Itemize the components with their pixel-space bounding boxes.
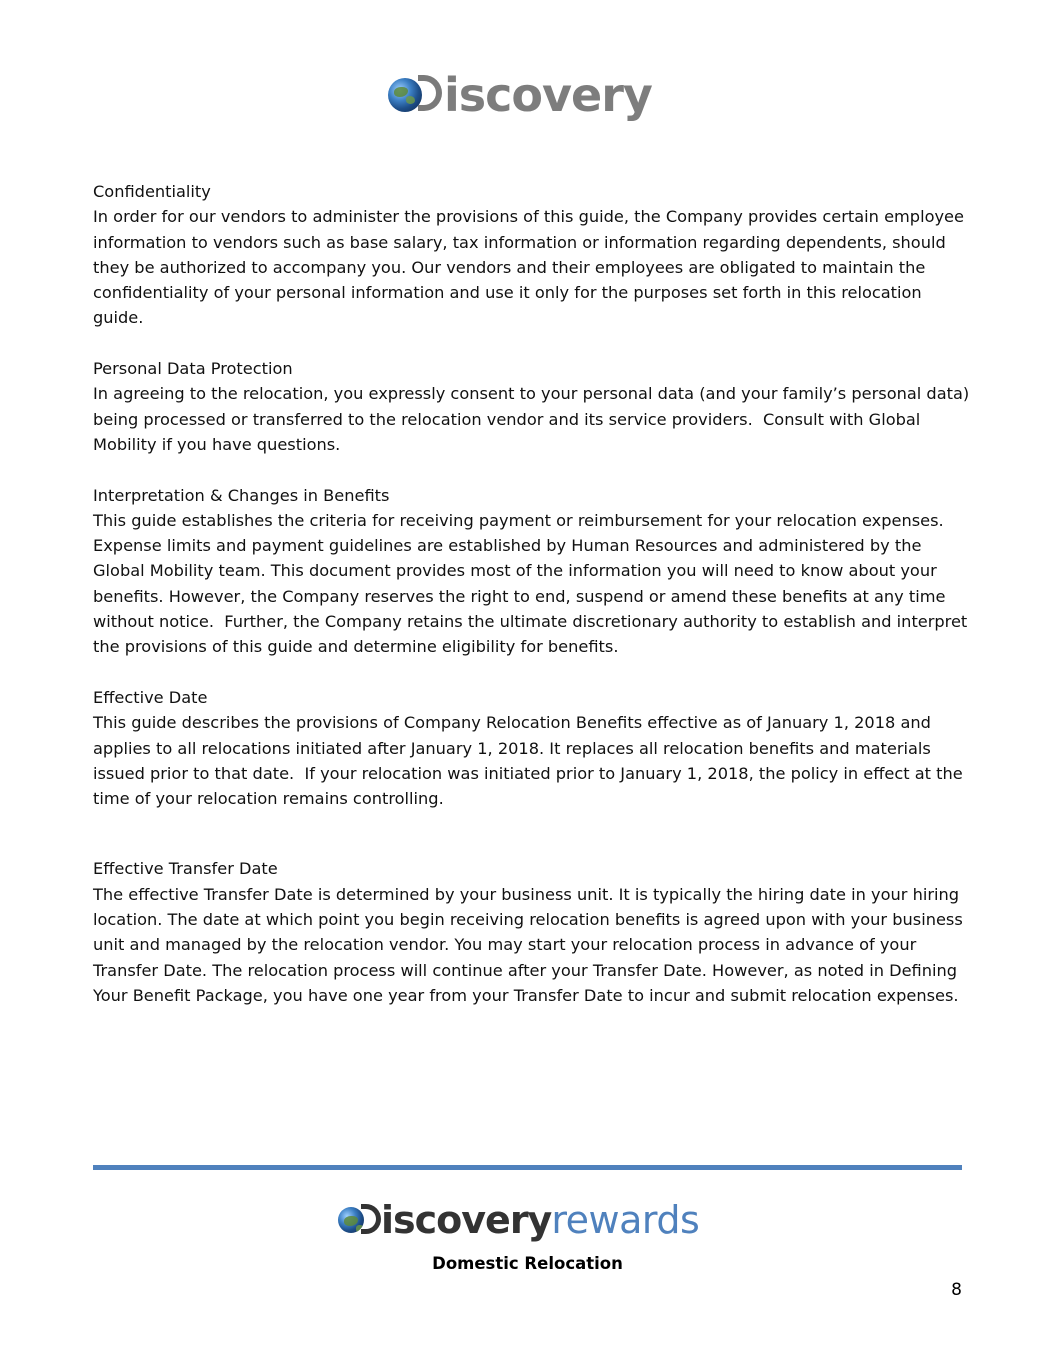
section-heading: Personal Data Protection [93, 359, 293, 379]
discovery-logo [388, 62, 678, 128]
logo-wordmark: iscovery [444, 68, 652, 122]
section-body: The effective Transfer Date is determined by your business unit. It is typically the hiring date in your hiring location. The date at which point you begin receiving relocation benefits is agreed upon with your business unit and managed by the relocation vendor. You may start your relocation process in advance of your Transfer Date. The relocation process will continue after your Transfer Date. However, as noted in Defining Your Benefit Package, you have one year from your Transfer Date to incur and submit relocation expenses. [93, 884, 968, 1005]
footer-divider [93, 1165, 962, 1170]
logo-wordmark: iscovery [381, 1198, 552, 1242]
section-body: This guide describes the provisions of Company Relocation Benefits effective as of January 1, 2018 and applies to all relocations initiated after January 1, 2018. It replaces all relocation benefits and materials issued prior to that date. If your relocation was initiated prior to January 1, 2018, the policy in effect at the time of your relocation remains controlling. [93, 713, 968, 809]
logo-d-mark [416, 75, 446, 115]
section-heading: Effective Date [93, 687, 208, 707]
section-confidentiality [93, 179, 973, 331]
section-personal-data-protection [93, 356, 973, 457]
section-body: In order for our vendors to administer the provisions of this guide, the Company provides certain employee information to vendors such as base salary, tax information or information regarding dependents, should they be authorized to accompany you. Our vendors and their employees are obligated to maintain the confidentiality of your personal information and use it only for the purposes set forth in this relocation guide. [93, 207, 970, 328]
section-effective-date [93, 685, 973, 811]
footer-title: Domestic Relocation [432, 1254, 623, 1273]
section-heading: Effective Transfer Date [93, 859, 278, 879]
section-interpretation-changes [93, 483, 973, 660]
logo-rewards-wordmark: rewards [551, 1198, 700, 1242]
document-body [93, 179, 973, 1034]
discovery-rewards-logo [338, 1196, 728, 1244]
logo-d-mark [359, 1204, 383, 1236]
section-body: This guide establishes the criteria for receiving payment or reimbursement for your relocation expenses. Expense limits and payment guidelines are established by Human Resources and administered by the Global Mobility team. This document provides most of the information you will need to know about your benefits. However, the Company reserves the right to end, suspend or amend these benefits at any time without notice. Further, the Company retains the ultimate discretionary authority to establish and interpret the provisions of this guide and determine eligibility for benefits. [93, 510, 973, 657]
section-effective-transfer-date [93, 856, 973, 1008]
section-heading: Interpretation & Changes in Benefits [93, 485, 390, 505]
section-heading: Confidentiality [93, 182, 211, 201]
page-number: 8 [951, 1280, 962, 1300]
section-body: In agreeing to the relocation, you expressly consent to your personal data (and your family’s personal data) being processed or transferred to the relocation vendor and its service providers. Consult with Global Mobility if you have questions. [93, 384, 975, 454]
